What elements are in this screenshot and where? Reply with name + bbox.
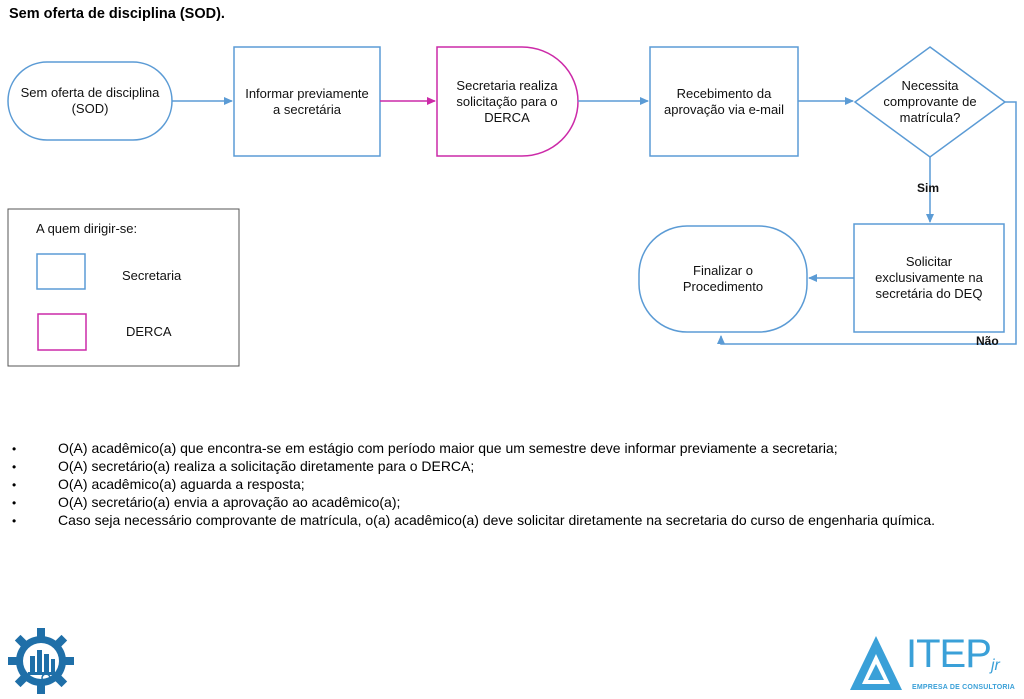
instruction-list <box>12 440 1012 530</box>
itep-triangle-logo-icon <box>848 632 904 692</box>
request-deq-node-label: Solicitar exclusivamente na secretária do DEQ <box>875 254 983 301</box>
list-item: •O(A) secretário(a) envia a aprovação ao acadêmico(a); <box>12 494 1012 512</box>
legend-secretaria-label: Secretaria <box>122 268 182 283</box>
start-node-label: Sem oferta de disciplina (SOD) <box>20 85 160 116</box>
legend-title: A quem dirigir-se: <box>36 221 138 236</box>
end-node-label: Finalizar o Procedimento <box>682 263 764 294</box>
list-item: •O(A) secretário(a) realiza a solicitação diretamente para o DERCA; <box>12 458 1012 476</box>
list-item: •O(A) acadêmico(a) aguarda a resposta; <box>12 476 1012 494</box>
page-title: Sem oferta de disciplina (SOD). <box>9 6 225 22</box>
list-item: •Caso seja necessário comprovante de matrícula, o(a) acadêmico(a) deve solicitar diretamente na secretaria do curso de engenharia química. <box>12 512 1012 530</box>
itep-logo-subtitle: EMPRESA DE CONSULTORIA <box>912 684 1016 691</box>
legend-derca-label: DERCA <box>126 324 172 339</box>
itep-logo-text: ITEP <box>906 632 991 676</box>
legend-secretaria-swatch <box>37 254 85 289</box>
edge-label-yes: Sim <box>917 181 940 195</box>
decision-node-label: Necessita comprovante de matrícula? <box>883 78 977 125</box>
inform-node-label: Informar previamente a secretária <box>245 85 369 117</box>
edge-label-no: Não <box>976 334 999 348</box>
itep-logo-suffix: jr <box>991 657 1000 674</box>
list-item: •O(A) acadêmico(a) que encontra-se em estágio com período maior que um semestre deve informar previamente a secretaria; <box>12 440 1012 458</box>
request-node-label: Secretaria realiza solicitação para o DERCA <box>456 77 558 125</box>
approval-node-label: Recebimento da aprovação via e-mail <box>664 85 784 117</box>
gear-logo-icon <box>6 626 76 696</box>
legend-derca-swatch <box>38 314 86 350</box>
